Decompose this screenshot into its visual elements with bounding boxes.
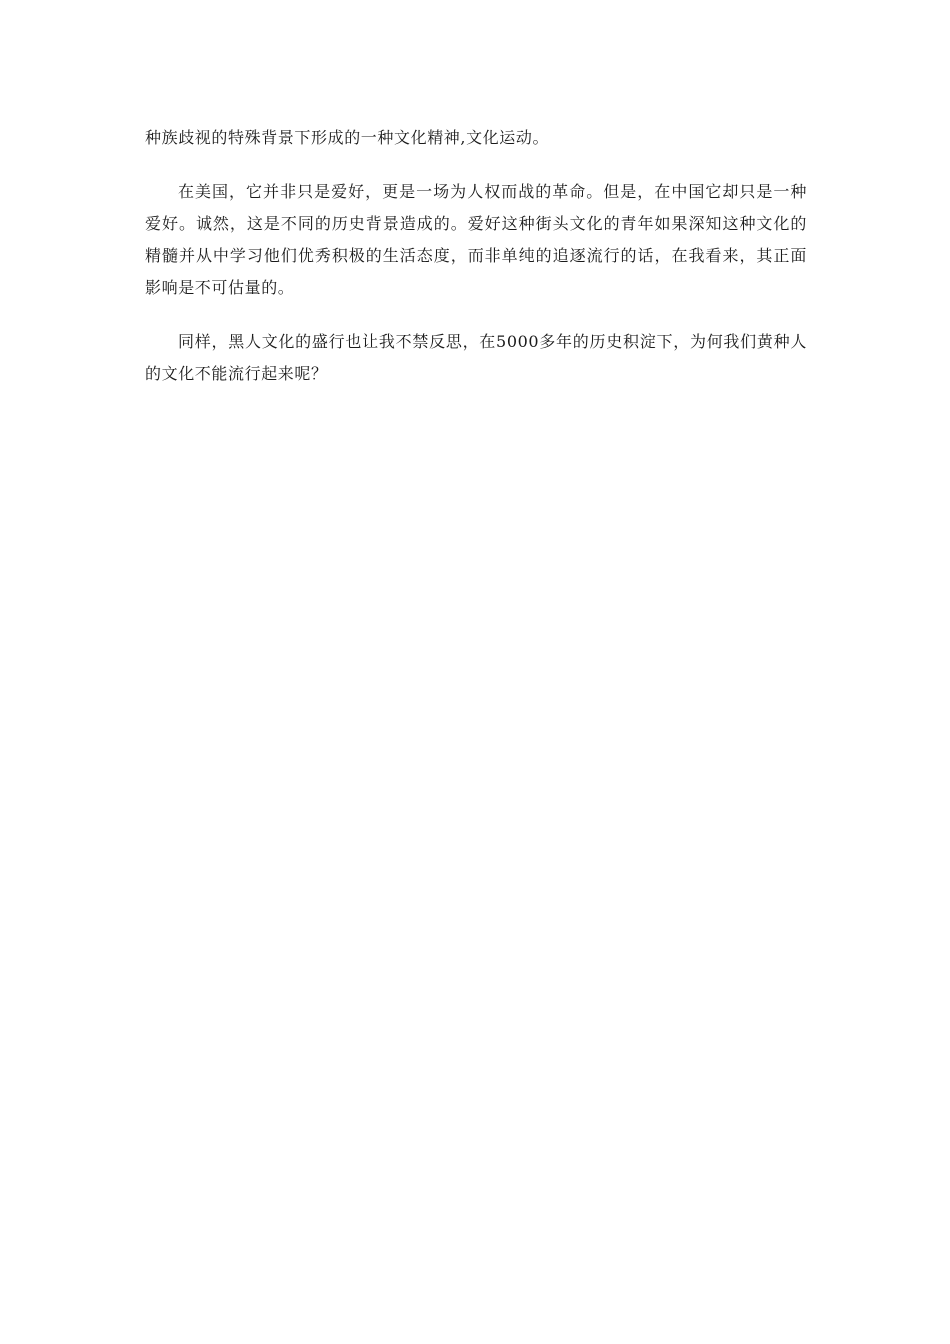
paragraph-continuation: 种族歧视的特殊背景下形成的一种文化精神,文化运动。 bbox=[145, 128, 550, 147]
document-body bbox=[145, 122, 807, 390]
paragraph-usa-vs-china: 在美国，它并非只是爱好，更是一场为人权而战的革命。但是，在中国它却只是一种爱好。诚然，这是不同的历史背景造成的。爱好这种街头文化的青年如果深知这种文化的精髓并从中学习他们优秀积极的生活态度，而非单纯的追逐流行的话，在我看来，其正面影响是不可估量的。 bbox=[145, 182, 807, 297]
paragraph-reflection: 同样，黑人文化的盛行也让我不禁反思，在5000多年的历史积淀下，为何我们黄种人的文化不能流行起来呢？ bbox=[145, 332, 807, 383]
